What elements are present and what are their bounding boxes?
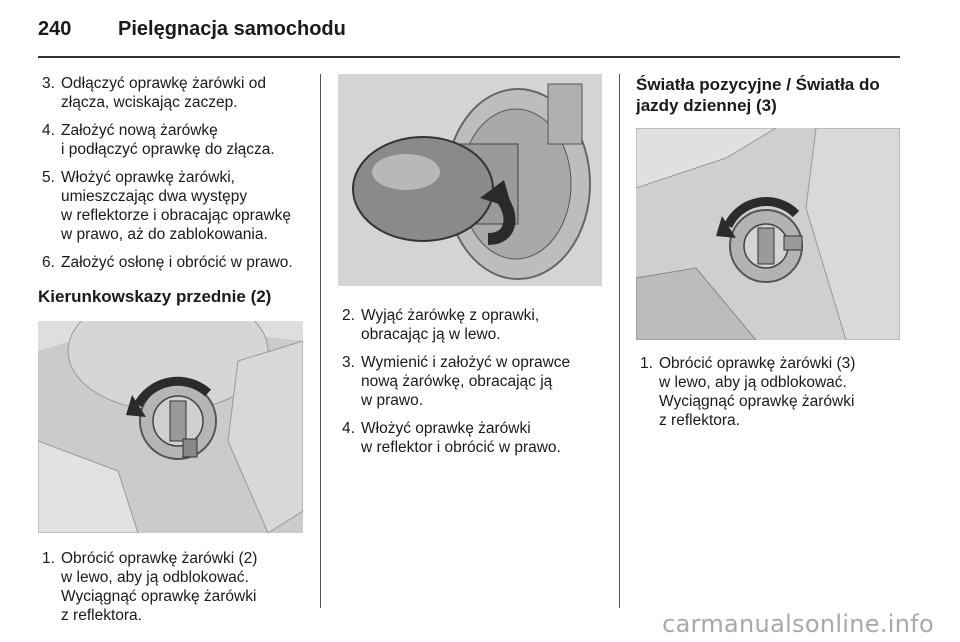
list-item: 6. Założyć osłonę i obrócić w prawo. [42, 254, 293, 271]
section-title-front-turn-signals: Kierunkowskazy przednie (2) [38, 287, 272, 306]
figure-position-light [636, 128, 900, 340]
list-item: 3. Odłączyć oprawkę żarówki od złącza, wciskając zaczep. [42, 75, 267, 111]
list-item: 2. Wyjąć żarówkę z oprawki, obracając ją w lewo. [342, 307, 540, 343]
header-rule [38, 56, 900, 58]
column-1 [38, 74, 306, 634]
step-list-figure-1 [38, 549, 306, 625]
step-list-2 [338, 306, 604, 457]
chapter-title: Pielęgnacja samochodu [118, 18, 346, 40]
bulb-holder-illustration [338, 74, 602, 286]
column-divider-2 [619, 74, 620, 608]
turn-signal-illustration [38, 321, 303, 533]
page-header [38, 10, 900, 54]
position-light-illustration [636, 128, 900, 340]
figure-front-turn-signal [38, 321, 303, 533]
list-item: 3. Wymienić i założyć w oprawce nową żarówkę, obracając ją w prawo. [342, 354, 571, 409]
figure-bulb-holder [338, 74, 602, 286]
list-item: 4. Włożyć oprawkę żarówki w reflektor i obrócić w prawo. [342, 420, 561, 456]
step-list-1 [38, 74, 306, 272]
column-3 [636, 74, 900, 439]
column-divider-1 [320, 74, 321, 608]
step-list-3 [636, 354, 900, 430]
list-item: 1. Obrócić oprawkę żarówki (2) w lewo, aby ją odblokować. Wyciągnąć oprawkę żarówki z reflektora. [42, 550, 258, 624]
list-item: 4. Założyć nową żarówkę i podłączyć oprawkę do złącza. [42, 122, 275, 158]
list-item: 5. Włożyć oprawkę żarówki, umieszczając dwa występy w reflektorze i obracając oprawkę w prawo, aż do zablokowania. [42, 169, 292, 243]
column-2 [338, 74, 604, 466]
page-number: 240 [38, 18, 72, 40]
list-item: 1. Obrócić oprawkę żarówki (3) w lewo, aby ją odblokować. Wyciągnąć oprawkę żarówki z reflektora. [640, 355, 856, 429]
section-title-position-lights: Światła pozycyjne / Światła do jazdy dziennej (3) [636, 75, 880, 115]
watermark: carmanualsonline.info [662, 610, 934, 638]
